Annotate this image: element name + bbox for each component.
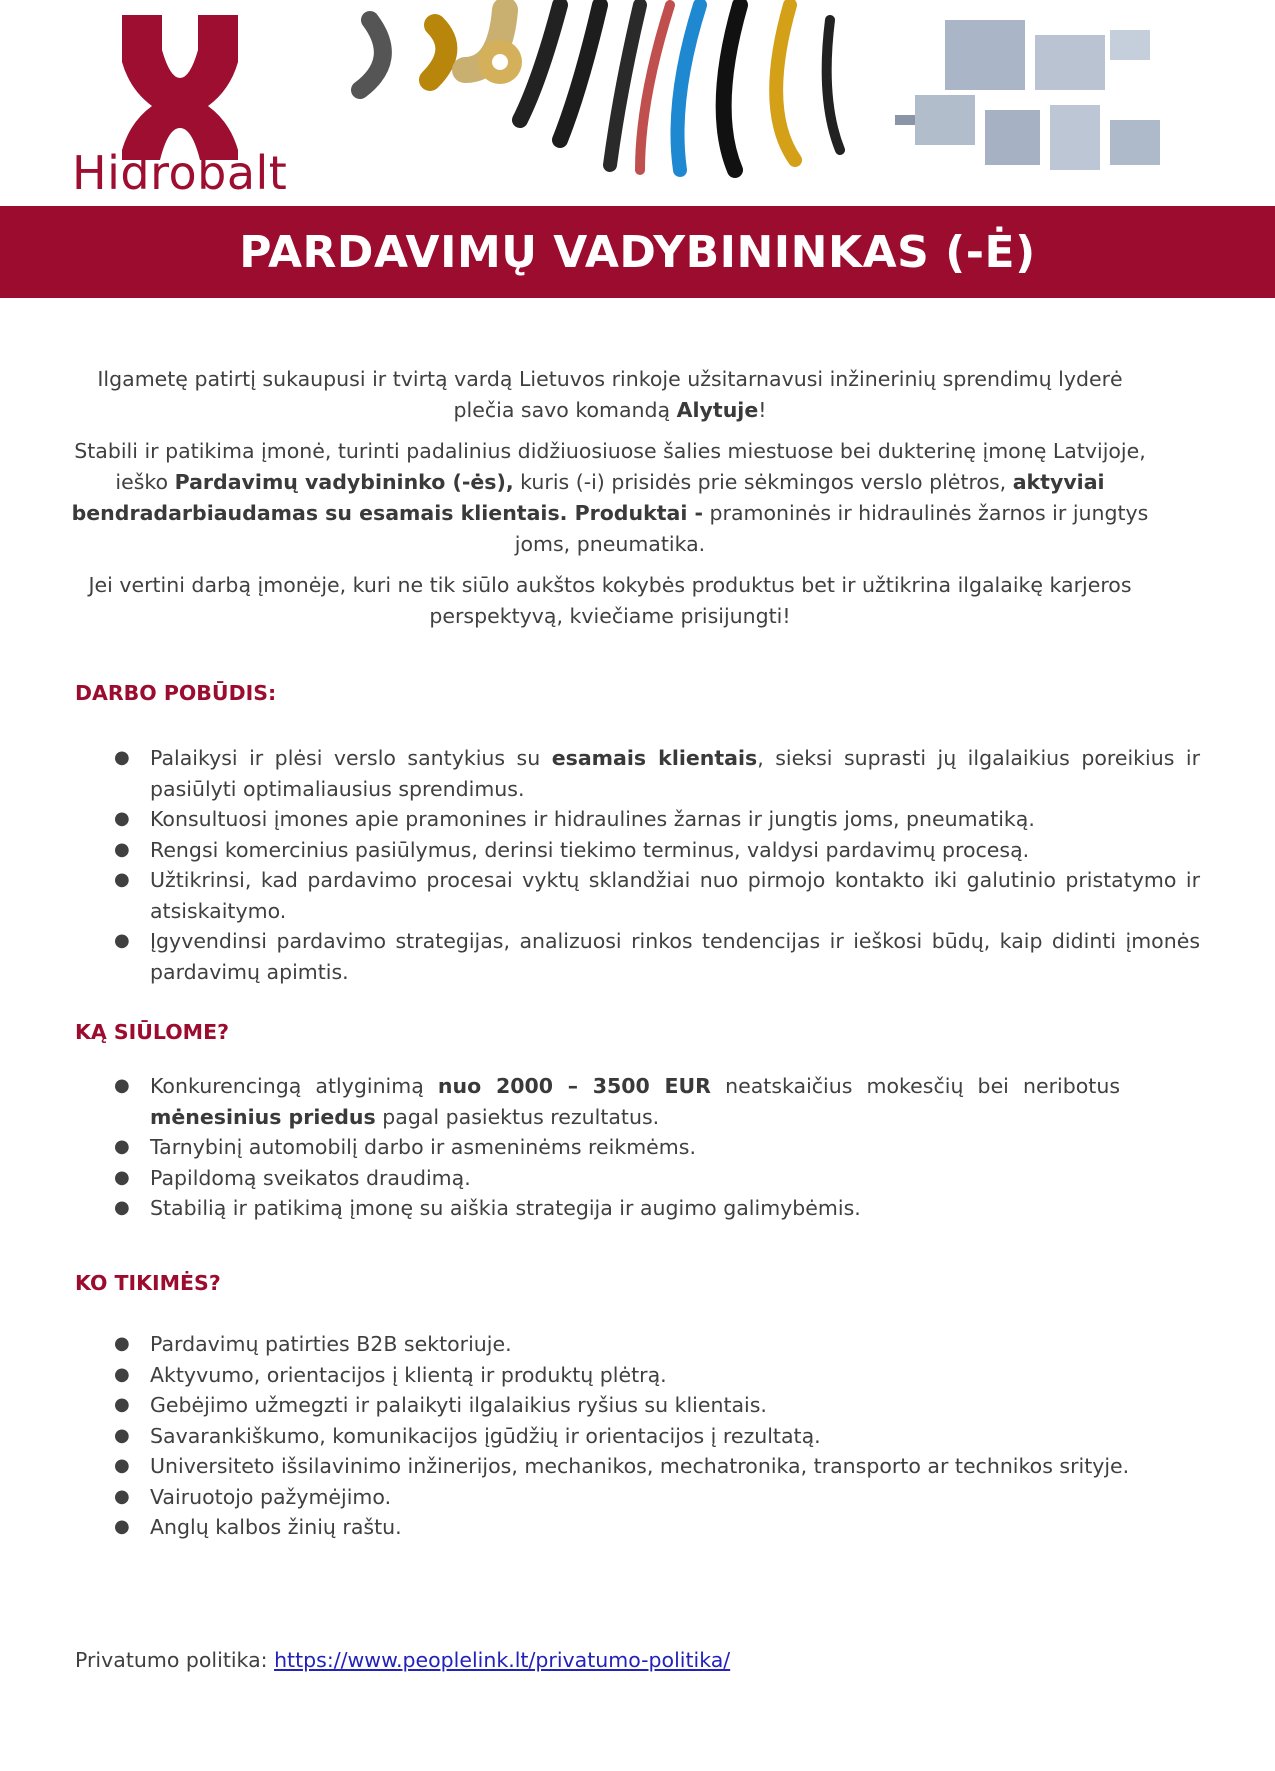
item-text: Užtikrinsi, kad pardavimo procesai vyktų sklandžiai nuo pirmojo kontakto iki galutinio pristatymo ir atsiskaitymo.	[150, 868, 1200, 923]
header	[0, 0, 1275, 206]
list-item	[108, 1360, 1200, 1391]
privacy-policy	[75, 1648, 730, 1672]
hoses-photo	[340, 0, 860, 200]
list-item	[108, 1071, 1120, 1132]
privacy-label: Privatumo politika:	[75, 1648, 275, 1672]
intro-p2-products: pramoninės ir hidraulinės žarnos ir jungtys joms, pneumatika.	[514, 501, 1149, 556]
list-darbo-pobudis	[108, 743, 1200, 987]
intro-p1-city: Alytuje	[676, 398, 759, 422]
bullet: ●	[114, 1136, 130, 1157]
item-text: Stabilią ir patikimą įmonę su aiškia strategija ir augimo galimybėmis.	[150, 1196, 861, 1220]
gearboxes-photo	[885, 0, 1205, 200]
intro	[70, 364, 1150, 632]
section-title-darbo-pobudis: DARBO POBŪDIS:	[75, 681, 277, 705]
intro-paragraph-2	[70, 436, 1150, 560]
item-text: Universiteto išsilavinimo inžinerijos, mechanikos, mechatronika, transporto ar technikos srityje.	[150, 1454, 1130, 1478]
intro-p2-role: Pardavimų vadybininko (-ės),	[174, 470, 514, 494]
list-item	[108, 1512, 1200, 1543]
item-text: neatskaičius mokesčių bei neribotus	[710, 1074, 1120, 1098]
section-title-ko-tikimes: KO TIKIMĖS?	[75, 1271, 221, 1295]
bullet: ●	[114, 1394, 130, 1415]
title-banner	[0, 206, 1275, 298]
item-text: Aktyvumo, orientacijos į klientą ir produktų plėtrą.	[150, 1362, 667, 1387]
bullet: ●	[114, 838, 130, 860]
list-item	[108, 1163, 1120, 1194]
list-ko-tikimes	[108, 1329, 1200, 1543]
list-item	[108, 743, 1200, 804]
item-text: Savarankiškumo, komunikacijos įgūdžių ir orientacijos į rezultatą.	[150, 1423, 821, 1448]
privacy-link[interactable]: https://www.peoplelink.lt/privatumo-politika/	[274, 1648, 731, 1672]
item-bold: esamais klientais	[551, 746, 758, 770]
item-text: Palaikysi ir plėsi verslo santykius su	[150, 746, 552, 770]
item-bold: mėnesinius priedus	[150, 1104, 376, 1129]
bullet: ●	[114, 808, 130, 829]
bullet: ●	[114, 1075, 130, 1096]
intro-p2-text: Stabili ir patikima įmonė, turinti padalinius didžiuosiuose šalies miestuose bei dukterinę įmonę Latvijoje, ieško	[74, 439, 1146, 494]
item-text: Papildomą sveikatos draudimą.	[150, 1165, 471, 1190]
intro-p1-end: !	[758, 398, 767, 422]
intro-p3-text: Jei vertini darbą įmonėje, kuri ne tik siūlo aukštos kokybės produktus bet ir užtikrina ilgalaikę karjeros perspektyvą, kviečiame prisijungti!	[88, 573, 1132, 628]
bullet: ●	[114, 1485, 130, 1507]
item-text: Konkurencingą atlyginimą	[150, 1074, 438, 1098]
intro-paragraph-1	[70, 364, 1150, 426]
bullet: ●	[114, 747, 130, 768]
list-item	[108, 1329, 1200, 1360]
list-item	[108, 1451, 1200, 1482]
item-text: Pardavimų patirties B2B sektoriuje.	[150, 1332, 512, 1356]
list-item	[108, 926, 1200, 987]
bullet: ●	[114, 930, 130, 951]
list-item	[108, 1482, 1200, 1513]
bullet: ●	[114, 1455, 130, 1476]
list-item	[108, 1421, 1200, 1452]
list-item	[108, 804, 1200, 835]
logo-text: Hidrobalt	[72, 146, 288, 200]
section-title-ka-siulome: KĄ SIŪLOME?	[75, 1020, 229, 1044]
item-text: Gebėjimo užmegzti ir palaikyti ilgalaikius ryšius su klientais.	[150, 1393, 767, 1417]
bullet: ●	[114, 1516, 130, 1537]
page-title: PARDAVIMŲ VADYBININKAS (-Ė)	[239, 226, 1036, 278]
item-bold: nuo 2000 – 3500 EUR	[437, 1074, 711, 1098]
item-text: Rengsi komercinius pasiūlymus, derinsi tiekimo terminus, valdysi pardavimų procesą.	[150, 837, 1030, 862]
bullet: ●	[114, 1424, 130, 1446]
item-text: Vairuotojo pažymėjimo.	[150, 1484, 392, 1509]
list-item	[108, 1132, 1120, 1163]
bullet: ●	[114, 1333, 130, 1354]
intro-p2-bold: aktyviai bendradarbiaudamas su esamais klientais. Produktai -	[71, 470, 1105, 525]
bullet: ●	[114, 1166, 130, 1188]
item-text: pagal pasiektus rezultatus.	[375, 1104, 660, 1129]
bullet: ●	[114, 869, 130, 890]
item-text: , sieksi suprasti jų ilgalaikius poreikius ir pasiūlyti optimaliausius sprendimus.	[150, 746, 1201, 801]
list-item	[108, 1390, 1200, 1421]
item-text: Anglų kalbos žinių raštu.	[150, 1515, 402, 1539]
bullet: ●	[114, 1363, 130, 1385]
list-ka-siulome	[108, 1071, 1120, 1224]
list-item	[108, 865, 1200, 926]
intro-p2-text-2: kuris (-i) prisidės prie sėkmingos verslo plėtros,	[513, 470, 1013, 494]
intro-paragraph-3	[70, 570, 1150, 632]
item-text: Įgyvendinsi pardavimo strategijas, analizuosi rinkos tendencijas ir ieškosi būdų, kaip didinti įmonės pardavimų apimtis.	[150, 929, 1200, 984]
bullet: ●	[114, 1197, 130, 1218]
list-item	[108, 1193, 1120, 1224]
intro-p1-text: Ilgametę patirtį sukaupusi ir tvirtą vardą Lietuvos rinkoje užsitarnavusi inžinerinių sprendimų lyderė plečia savo komandą	[97, 367, 1123, 422]
item-text: Tarnybinį automobilį darbo ir asmeninėms reikmėms.	[150, 1135, 696, 1159]
list-item	[108, 835, 1200, 866]
item-text: Konsultuosi įmones apie pramonines ir hidraulines žarnas ir jungtis joms, pneumatiką.	[150, 807, 1035, 831]
